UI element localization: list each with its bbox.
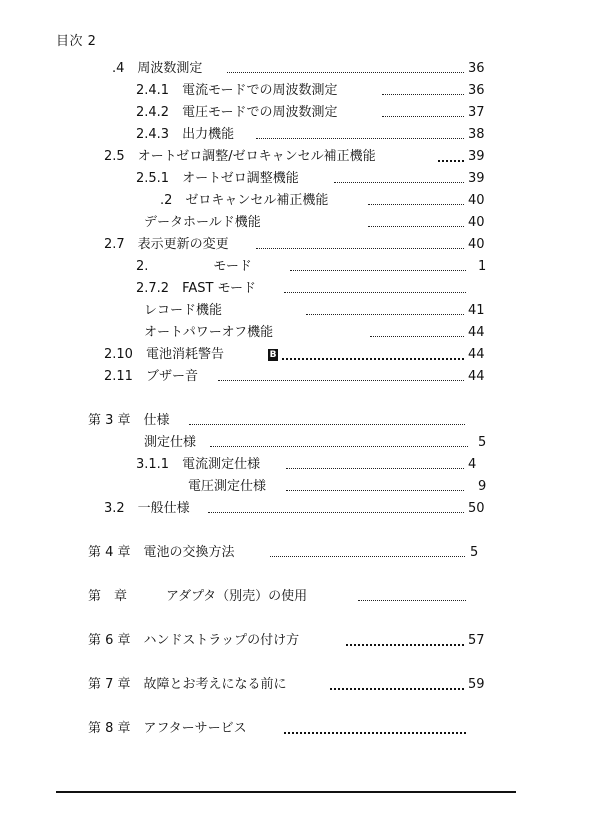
toc-page: 9 bbox=[478, 479, 487, 494]
dot-leader bbox=[286, 490, 464, 491]
toc-label: 2.5.1 オートゼロ調整機能 bbox=[136, 171, 299, 186]
toc-entry[interactable] bbox=[136, 169, 492, 189]
toc-label: 2. モード bbox=[136, 259, 252, 274]
dot-leader bbox=[370, 336, 464, 337]
toc-label: 第 4 章 電池の交換方法 bbox=[88, 545, 235, 560]
dot-leader bbox=[282, 358, 464, 360]
toc-label: 2.10 電池消耗警告 bbox=[104, 347, 224, 362]
dot-leader bbox=[290, 270, 466, 271]
toc-label: 測定仕様 bbox=[144, 435, 197, 450]
toc-entry[interactable] bbox=[136, 103, 492, 123]
toc-entry[interactable] bbox=[88, 631, 492, 651]
toc-label: 2.5 オートゼロ調整/ゼロキャンセル補正機能 bbox=[104, 149, 376, 164]
dot-leader bbox=[284, 732, 466, 734]
toc-entry[interactable] bbox=[88, 543, 492, 563]
dot-leader bbox=[334, 182, 464, 183]
dot-leader bbox=[382, 94, 464, 95]
toc-entry[interactable] bbox=[144, 301, 492, 321]
toc-entry[interactable] bbox=[144, 213, 492, 233]
toc-label: 3.1.1 電流測定仕様 bbox=[136, 457, 261, 472]
toc-entry[interactable] bbox=[88, 587, 492, 607]
dot-leader bbox=[438, 160, 464, 162]
toc-label: 第 6 章 ハンドストラップの付け方 bbox=[88, 633, 300, 648]
toc-page: 37 bbox=[468, 105, 485, 120]
toc-label: .4 周波数測定 bbox=[112, 61, 203, 76]
dot-leader bbox=[208, 512, 464, 513]
toc-entry[interactable] bbox=[144, 323, 492, 343]
toc-page: 38 bbox=[468, 127, 485, 142]
toc-page: 39 bbox=[468, 149, 485, 164]
toc-entry[interactable] bbox=[104, 235, 492, 255]
toc-entry[interactable] bbox=[136, 455, 492, 475]
toc-label: 2.7.2 FAST モード bbox=[136, 281, 257, 296]
dot-leader bbox=[256, 138, 464, 139]
dot-leader bbox=[368, 204, 464, 205]
toc-page: 44 bbox=[468, 325, 485, 340]
battery-warning-icon: B bbox=[269, 350, 277, 360]
toc-entry[interactable] bbox=[160, 191, 492, 211]
toc-entry[interactable] bbox=[144, 433, 492, 453]
toc-page: 40 bbox=[468, 237, 485, 252]
dot-leader bbox=[286, 468, 464, 469]
toc-label: 2.4.3 出力機能 bbox=[136, 127, 235, 142]
toc-entry[interactable] bbox=[136, 81, 492, 101]
toc-page: 5 bbox=[470, 545, 479, 560]
toc-entry[interactable] bbox=[104, 345, 492, 365]
toc-label: 2.7 表示更新の変更 bbox=[104, 237, 229, 252]
dot-leader bbox=[306, 314, 464, 315]
toc-label: 第 章 アダプタ（別売）の使用 bbox=[88, 589, 308, 604]
toc-page: 59 bbox=[468, 677, 485, 692]
toc-page: 44 bbox=[468, 369, 485, 384]
toc-label: 第 3 章 仕様 bbox=[88, 413, 170, 428]
toc-page: 41 bbox=[468, 303, 485, 318]
toc-label: 電圧測定仕様 bbox=[188, 479, 267, 494]
dot-leader bbox=[346, 644, 464, 646]
toc-label: 2.4.1 電流モードでの周波数測定 bbox=[136, 83, 338, 98]
dot-leader bbox=[256, 248, 464, 249]
toc-entry[interactable] bbox=[136, 125, 492, 145]
toc-label: オートパワーオフ機能 bbox=[144, 325, 274, 340]
toc-label: 3.2 一般仕様 bbox=[104, 501, 190, 516]
toc-entry[interactable] bbox=[88, 411, 492, 431]
page-header: 目次 2 bbox=[56, 34, 97, 49]
toc-page: 44 bbox=[468, 347, 485, 362]
toc-page: 1 bbox=[478, 259, 487, 274]
footer-rule bbox=[56, 791, 516, 793]
dot-leader bbox=[330, 688, 464, 690]
dot-leader bbox=[358, 600, 466, 601]
toc-entry[interactable] bbox=[188, 477, 492, 497]
toc-entry[interactable] bbox=[88, 719, 492, 739]
toc-label: .2 ゼロキャンセル補正機能 bbox=[160, 193, 329, 208]
toc-page: 50 bbox=[468, 501, 485, 516]
dot-leader bbox=[368, 226, 464, 227]
dot-leader bbox=[382, 116, 464, 117]
toc-label: レコード機能 bbox=[144, 303, 223, 318]
dot-leader bbox=[270, 556, 465, 557]
toc-page: 40 bbox=[468, 193, 485, 208]
toc-label: 2.4.2 電圧モードでの周波数測定 bbox=[136, 105, 338, 120]
toc-label: 第 8 章 アフターサービス bbox=[88, 721, 247, 736]
toc-page: 36 bbox=[468, 61, 485, 76]
toc-label: 第 7 章 故障とお考えになる前に bbox=[88, 677, 287, 692]
toc-page: 57 bbox=[468, 633, 485, 648]
toc-entry[interactable] bbox=[104, 147, 492, 167]
dot-leader bbox=[218, 380, 464, 381]
toc-page: 4 bbox=[468, 457, 477, 472]
toc-page: 39 bbox=[468, 171, 485, 186]
toc-label: 2.11 ブザー音 bbox=[104, 369, 198, 384]
toc-page: 40 bbox=[468, 215, 485, 230]
dot-leader bbox=[189, 424, 465, 425]
toc-page: 36 bbox=[468, 83, 485, 98]
toc-entry[interactable] bbox=[104, 367, 492, 387]
toc-entry[interactable] bbox=[112, 59, 492, 79]
toc-entry[interactable] bbox=[88, 675, 492, 695]
toc-label: データホールド機能 bbox=[144, 215, 261, 230]
toc-page: 5 bbox=[478, 435, 487, 450]
toc-entry[interactable] bbox=[104, 499, 492, 519]
toc-entry[interactable] bbox=[136, 257, 492, 277]
dot-leader bbox=[227, 72, 464, 73]
dot-leader bbox=[210, 446, 468, 447]
dot-leader bbox=[284, 292, 466, 293]
toc-entry[interactable] bbox=[136, 279, 492, 299]
